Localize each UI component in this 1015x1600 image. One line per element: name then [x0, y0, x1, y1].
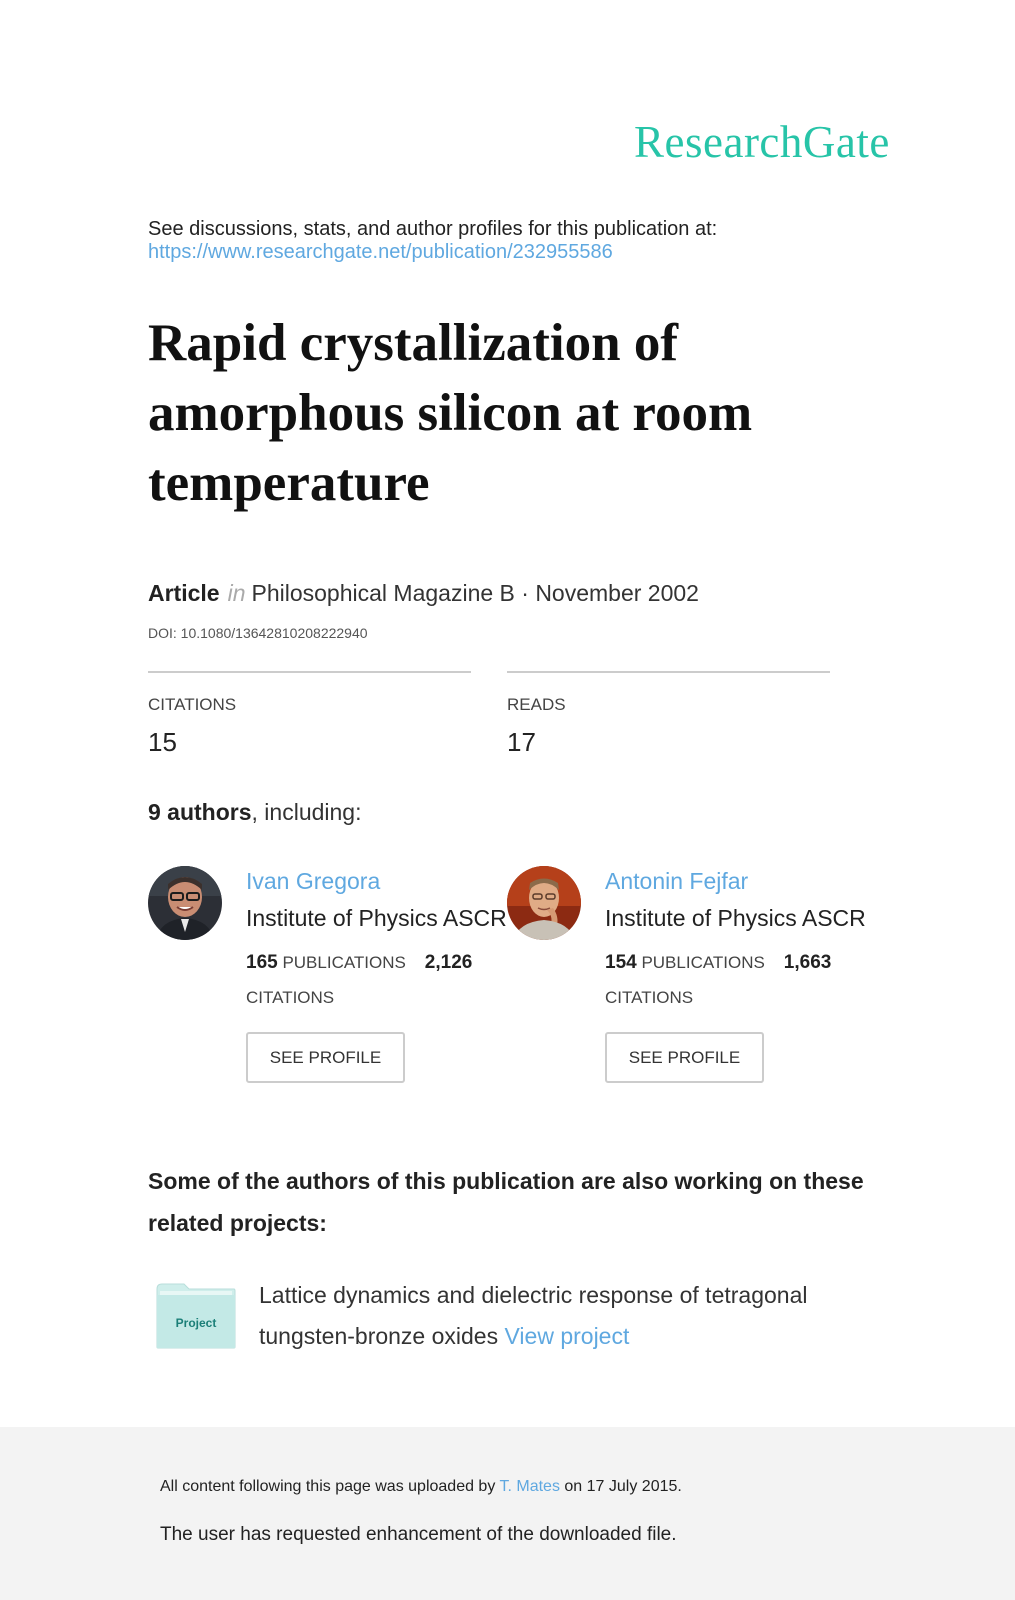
publications-label: PUBLICATIONS [641, 953, 765, 972]
article-title: Rapid crystallization of amorphous silicon at room temperature [148, 314, 753, 512]
author-stats [246, 945, 496, 1015]
reads-stat [507, 671, 830, 758]
publications-count: 165 [246, 952, 278, 973]
publications-label: PUBLICATIONS [282, 953, 406, 972]
project-title: Lattice dynamics and dielectric response of tetragonal tungsten-bronze oxides [259, 1282, 808, 1349]
citations-label: CITATIONS [148, 695, 237, 714]
enhancement-request-note: The user has requested enhancement of the downloaded file. [160, 1524, 677, 1545]
citations-stat [148, 671, 471, 758]
upload-suffix: on 17 July 2015. [564, 1478, 682, 1495]
upload-note [160, 1478, 682, 1496]
authors-suffix: , including: [251, 799, 362, 825]
intro-section [148, 218, 717, 264]
related-projects-heading: Some of the authors of this publication are also working on these related projects: [148, 1168, 864, 1236]
project-folder-label: Project [175, 1316, 217, 1330]
author-citations-count: 2,126 [424, 952, 473, 973]
intro-text: See discussions, stats, and author profiles for this publication at: [148, 218, 718, 240]
upload-prefix: All content following this page was uploaded by [160, 1478, 496, 1495]
see-profile-button[interactable]: SEE PROFILE [246, 1032, 405, 1083]
author-citations-count: 1,663 [783, 952, 832, 973]
researchgate-logo[interactable]: ResearchGate [634, 117, 890, 167]
publications-count: 154 [605, 952, 637, 973]
view-project-link[interactable]: View project [504, 1323, 630, 1349]
article-type: Article [148, 580, 220, 606]
reads-value: 17 [507, 727, 536, 757]
person-photo-icon [507, 866, 581, 940]
doi: DOI: 10.1080/13642810208222940 [148, 625, 368, 641]
see-profile-button[interactable]: SEE PROFILE [605, 1032, 764, 1083]
citations-value: 15 [148, 727, 177, 757]
author-institution: Institute of Physics ASCR [605, 905, 866, 931]
in-word: in [227, 580, 246, 606]
author-citations-label: CITATIONS [246, 988, 335, 1007]
author-name-link[interactable]: Antonin Fejfar [605, 868, 749, 894]
uploader-link[interactable]: T. Mates [499, 1478, 560, 1495]
publication-url-link[interactable]: https://www.researchgate.net/publication/232955586 [148, 241, 613, 263]
footer [0, 1427, 1015, 1600]
person-photo-icon [148, 866, 222, 940]
author-citations-label: CITATIONS [605, 988, 694, 1007]
reads-label: READS [507, 695, 566, 714]
author-name-link[interactable]: Ivan Gregora [246, 868, 381, 894]
avatar[interactable] [148, 866, 222, 940]
avatar[interactable] [507, 866, 581, 940]
authors-summary [148, 799, 362, 826]
article-meta [148, 580, 699, 607]
authors-count[interactable]: 9 authors [148, 799, 252, 825]
author-institution: Institute of Physics ASCR [246, 905, 507, 931]
project-folder-icon [156, 1283, 236, 1349]
author-stats [605, 945, 855, 1015]
venue-date[interactable]: Philosophical Magazine B · November 2002 [251, 580, 699, 606]
project-text [259, 1275, 859, 1357]
